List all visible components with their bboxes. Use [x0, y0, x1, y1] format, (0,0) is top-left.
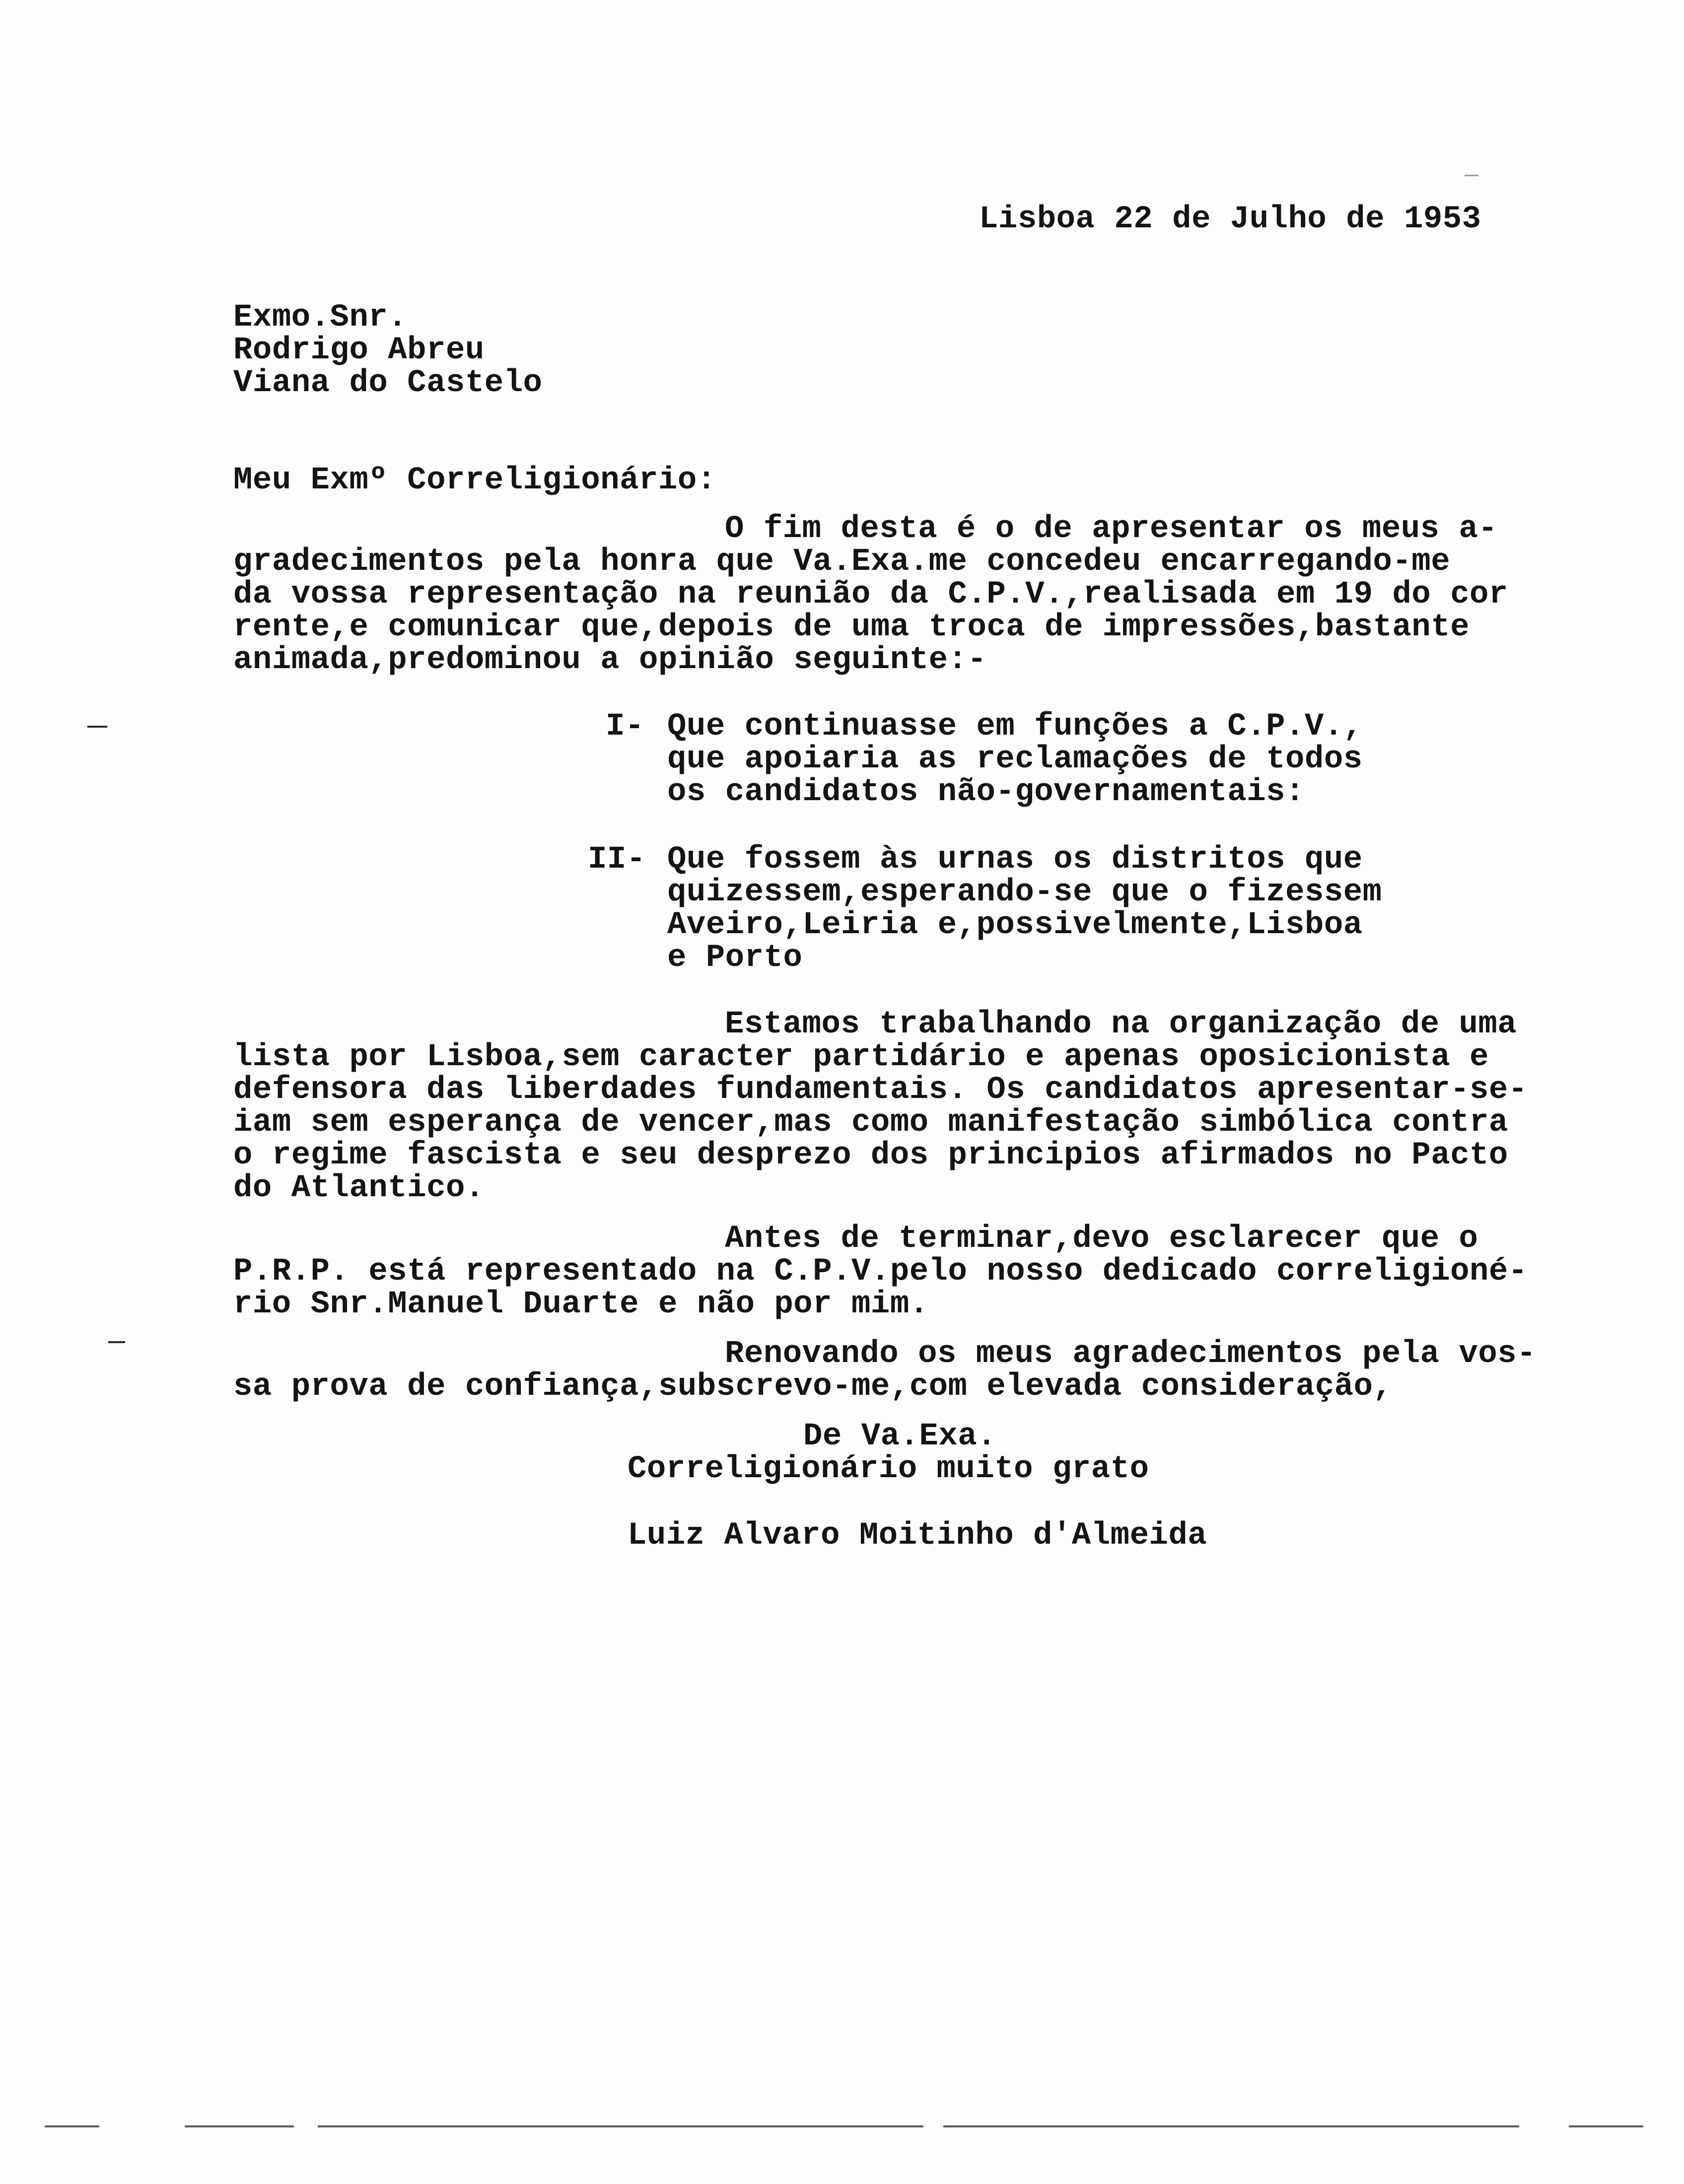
margin-mark — [1465, 175, 1478, 176]
list-item-marker: II- — [588, 842, 646, 878]
scan-edge-line — [318, 2125, 923, 2127]
addressee-name: Rodrigo Abreu — [233, 333, 485, 368]
signature: Luiz Alvaro Moitinho d'Almeida — [628, 1518, 1207, 1554]
paragraph-1-line: O fim desta é o de apresentar os meus a- — [725, 511, 1498, 547]
list-item-line: Que continuasse em funções a C.P.V., — [667, 709, 1363, 745]
closing-line-2: Correligionário muito grato — [628, 1451, 1149, 1487]
paragraph-1-line: da vossa representação na reunião da C.P.V.,realisada em 19 do cor — [233, 577, 1508, 613]
paragraph-2-line: lista por Lisboa,sem caracter partidário e apenas oposicionista e — [233, 1039, 1489, 1075]
scan-edge-line — [45, 2125, 99, 2127]
paragraph-2-line: do Atlantico. — [233, 1170, 485, 1206]
closing-line-1: De Va.Exa. — [803, 1419, 997, 1454]
paragraph-2-line: o regime fascista e seu desprezo dos principios afirmados no Pacto — [233, 1138, 1508, 1173]
paragraph-1-line: animada,predominou a opinião seguinte:- — [233, 642, 987, 678]
paragraph-3-line: Antes de terminar,devo esclarecer que o — [725, 1221, 1478, 1257]
margin-mark — [87, 726, 107, 728]
paragraph-2-line: iam sem esperança de vencer,mas como manifestação simbólica contra — [233, 1105, 1508, 1141]
margin-mark — [108, 1341, 125, 1343]
paragraph-4-line: sa prova de confiança,subscrevo-me,com elevada consideração, — [233, 1369, 1393, 1405]
paragraph-1-line: gradecimentos pela honra que Va.Exa.me concedeu encarregando-me — [233, 544, 1451, 580]
list-item-line: e Porto — [667, 940, 803, 976]
date-line: Lisboa 22 de Julho de 1953 — [979, 202, 1481, 237]
paragraph-1-line: rente,e comunicar que,depois de uma troca de impressões,bastante — [233, 610, 1470, 645]
list-item-line: quizessem,esperando-se que o fizessem — [667, 875, 1382, 910]
list-item-marker: I- — [606, 709, 644, 745]
paragraph-3-line: rio Snr.Manuel Duarte e não por mim. — [233, 1287, 929, 1322]
scan-edge-line — [1569, 2125, 1643, 2127]
greeting: Meu Exmº Correligionário: — [233, 463, 716, 498]
scan-edge-line — [185, 2125, 294, 2127]
list-item-line: Aveiro,Leiria e,possivelmente,Lisboa — [667, 907, 1363, 943]
addressee-place: Viana do Castelo — [233, 365, 543, 401]
list-item-line: que apoiaria as reclamações de todos — [667, 742, 1363, 777]
paragraph-2-line: Estamos trabalhando na organização de uma — [725, 1007, 1517, 1042]
paragraph-2-line: defensora das liberdades fundamentais. Os candidatos apresentar-se- — [233, 1072, 1528, 1108]
scan-edge-line — [943, 2125, 1519, 2127]
paragraph-3-line: P.R.P. está representado na C.P.V.pelo nosso dedicado correligioné- — [233, 1254, 1528, 1290]
list-item-line: os candidatos não-governamentais: — [667, 774, 1305, 810]
list-item-line: Que fossem às urnas os distritos que — [667, 842, 1363, 878]
paragraph-4-line: Renovando os meus agradecimentos pela vos- — [725, 1336, 1537, 1372]
addressee-title: Exmo.Snr. — [233, 300, 408, 336]
